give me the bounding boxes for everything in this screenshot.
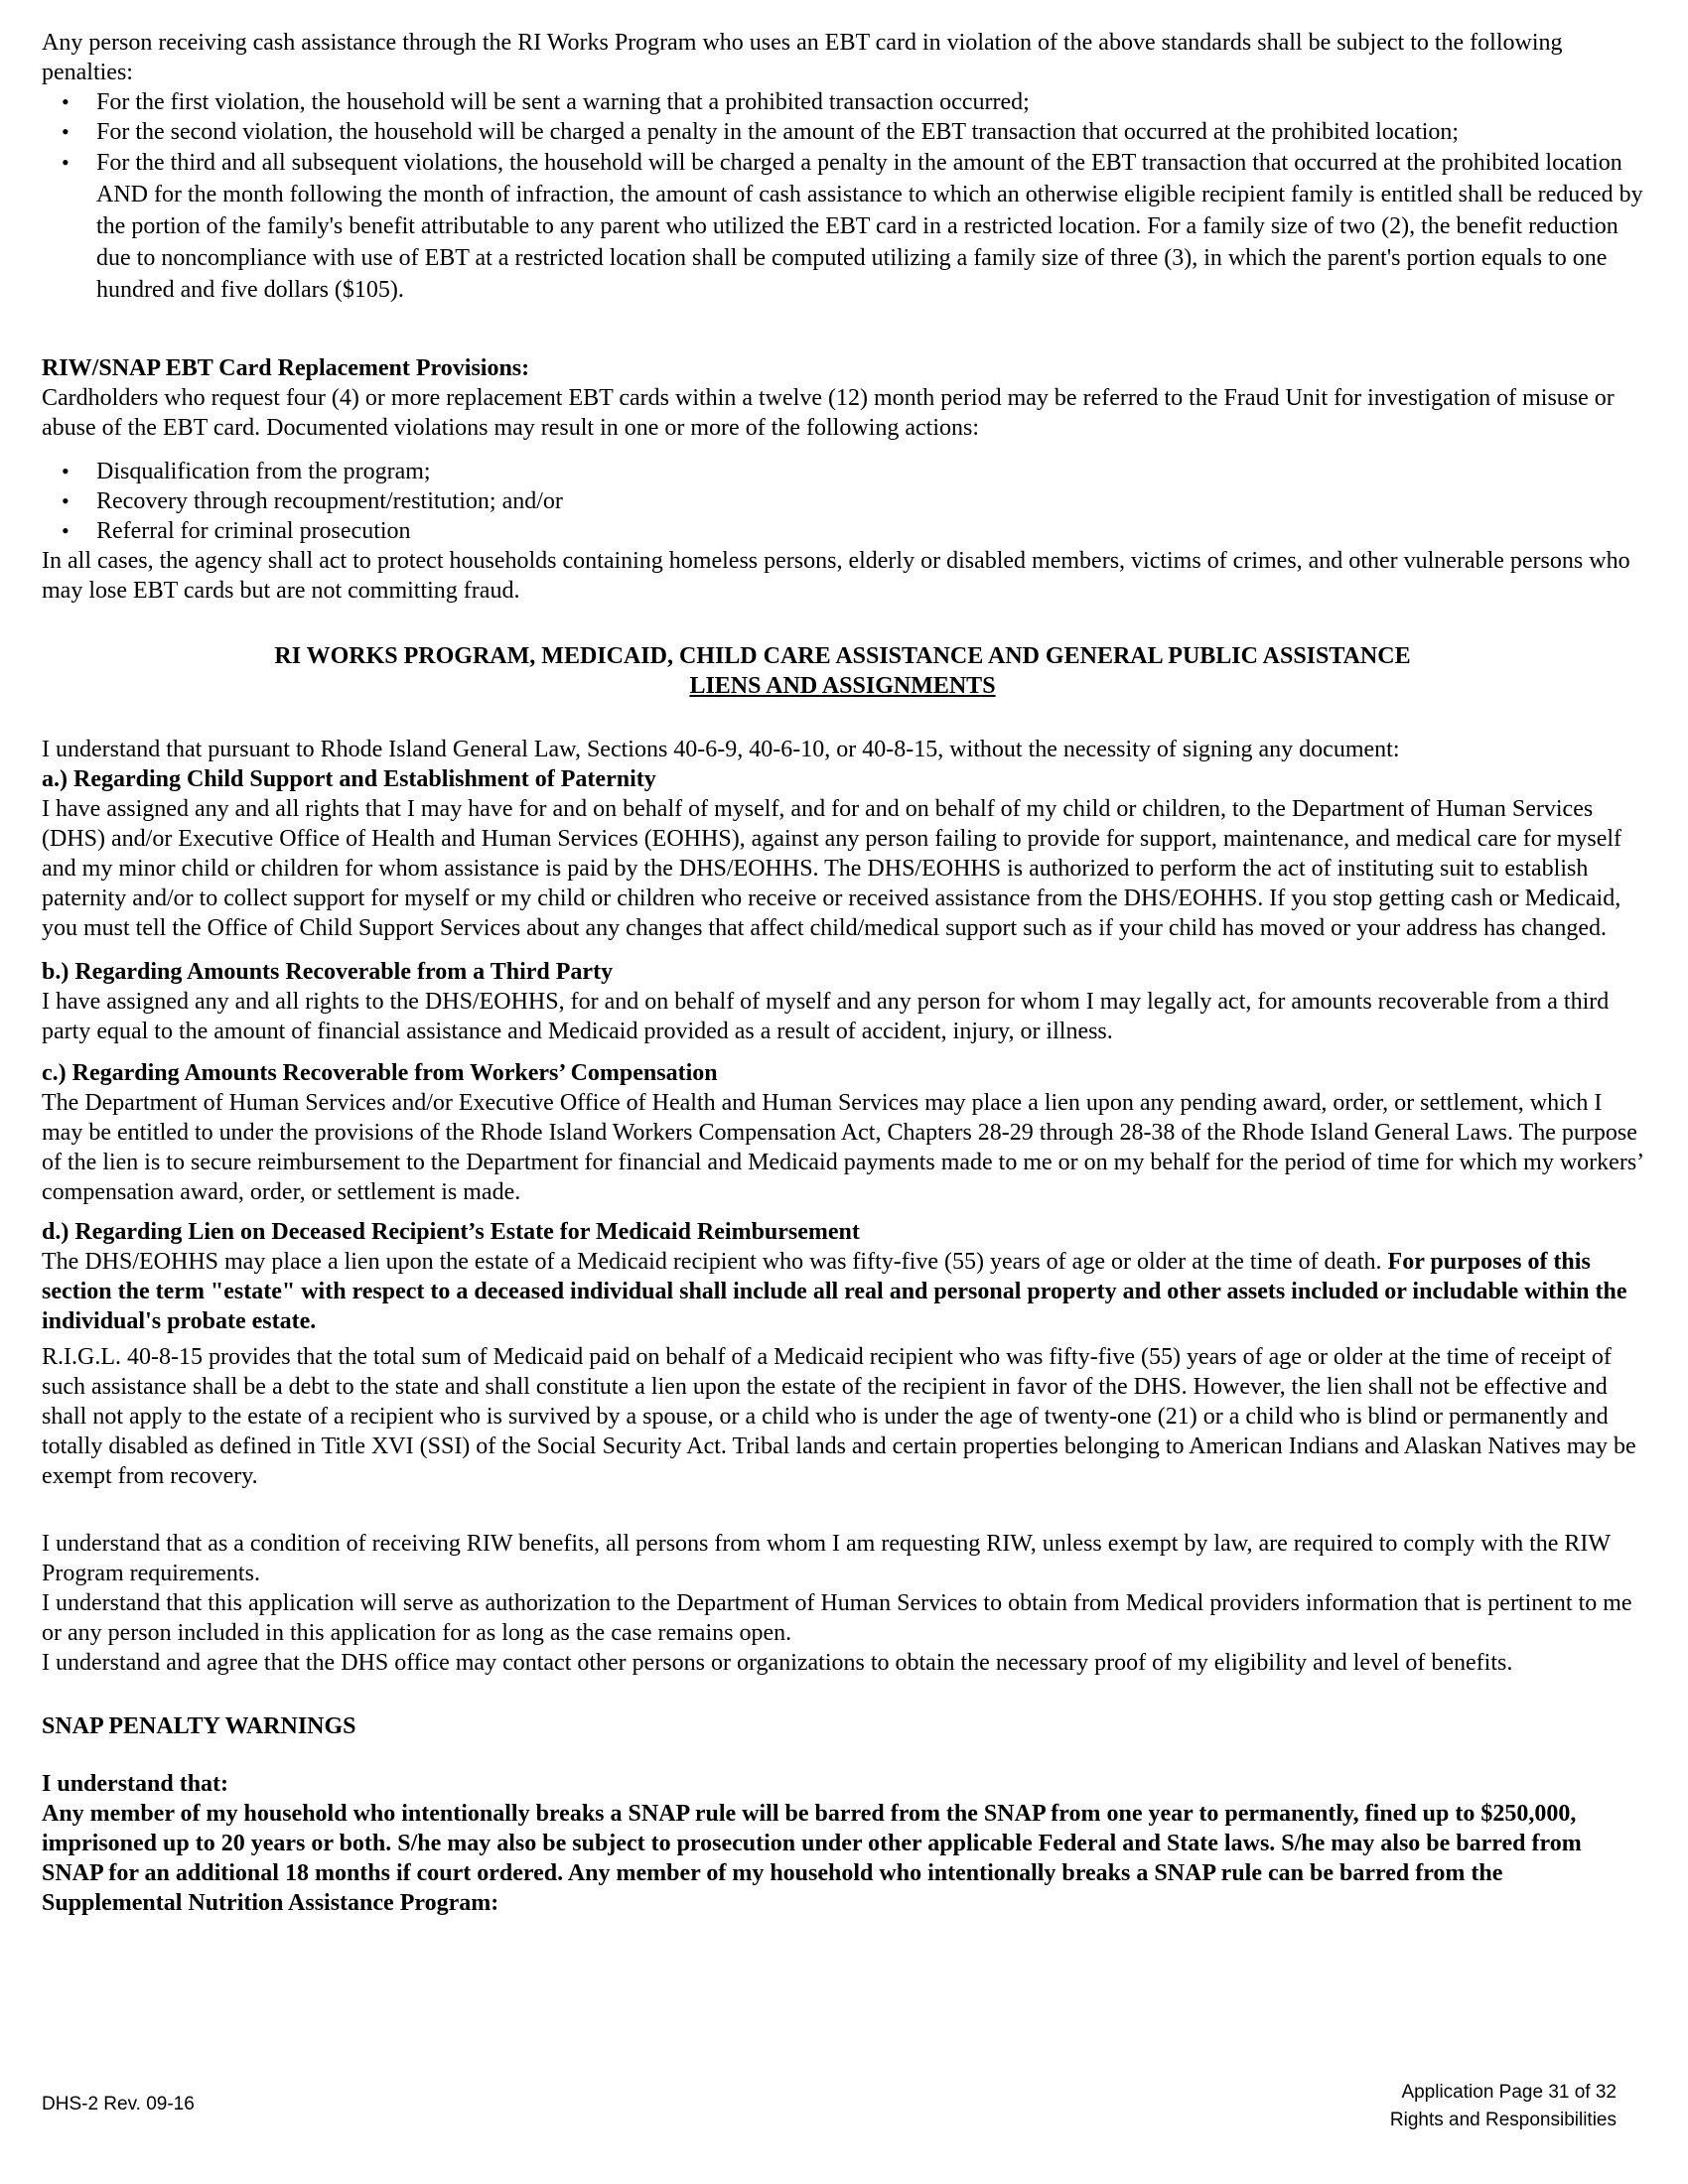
- bullet-icon: •: [62, 488, 70, 513]
- list-item: [42, 87, 1643, 117]
- bullet-icon: •: [62, 459, 70, 483]
- liens-intro-paragraph: I understand that pursuant to Rhode Island General Law, Sections 40-6-9, 40-6-10, or 40-8-15, without the necessity of signing any document:: [42, 737, 1400, 762]
- liens-section-heading: [42, 641, 1643, 701]
- section-c-heading: c.) Regarding Amounts Recoverable from Workers’ Compensation: [42, 1060, 718, 1086]
- replacement-paragraph: Cardholders who request four (4) or more replacement EBT cards within a twelve (12) month period may be referred to the Fraud Unit for investigation of misuse or abuse of the EBT card. Documented violations may result in one or more of the following actions:: [42, 385, 1615, 441]
- page-footer: [1390, 2079, 1617, 2134]
- section-d-body: [42, 1247, 1643, 1336]
- list-item-text: For the second violation, the household will be charged a penalty in the amount of the EBT transaction that occurred at the prohibited location;: [96, 119, 1460, 145]
- estate-definition-bold: For purposes of this section the term "estate" with respect to a deceased individual shall include all real and personal property and other assets included or includable within the individual's probate estate.: [42, 1249, 1627, 1334]
- agency-protection-paragraph: In all cases, the agency shall act to protect households containing homeless persons, elderly or disabled members, victims of crimes, and other vulnerable persons who may lose EBT cards but are not committing fraud.: [42, 548, 1630, 604]
- liens-heading-line1: RI WORKS PROGRAM, MEDICAID, CHILD CARE ASSISTANCE AND GENERAL PUBLIC ASSISTANCE: [274, 643, 1411, 669]
- section-a-heading: a.) Regarding Child Support and Establishment of Paternity: [42, 766, 656, 792]
- section-d-body-normal: The DHS/EOHHS may place a lien upon the estate of a Medicaid recipient who was fifty-five (55) years of age or older at the time of death.: [42, 1249, 1388, 1275]
- rigl-paragraph: R.I.G.L. 40-8-15 provides that the total sum of Medicaid paid on behalf of a Medicaid recipient who was fifty-five (55) years of age or older at the time of receipt of such assistance shall be a debt to the state and shall constitute a lien upon the estate of the recipient in favor of the DHS. However, the lien shall not be effective and shall not apply to the estate of a recipient who is survived by a spouse, or a child who is under the age of twenty-one (21) or a child who is blind or permanently and totally disabled as defined in Title XVI (SSI) of the Social Security Act. Tribal lands and certain properties belonging to American Indians and Alaskan Natives may be exempt from recovery.: [42, 1344, 1636, 1489]
- section-b-body: I have assigned any and all rights to the DHS/EOHHS, for and on behalf of myself and any person for whom I may legally act, for amounts recoverable from a third party equal to the amount of financial assistance and Medicaid provided as a result of accident, injury, or illness.: [42, 989, 1610, 1044]
- list-item-text: Recovery through recoupment/restitution; and/or: [96, 488, 563, 514]
- bullet-icon: •: [62, 150, 70, 175]
- section-c-body: The Department of Human Services and/or Executive Office of Health and Human Services may place a lien upon any pending award, order, or settlement, which I may be entitled to under the provisions of the Rhode Island Workers Compensation Act, Chapters 28-29 through 28-38 of the Rhode Island General Laws. The purpose of the lien is to secure reimbursement to the Department for financial and Medicaid payments made to me or on my behalf for the period of time for which my workers’ compensation award, order, or settlement is made.: [42, 1090, 1643, 1205]
- replacement-provisions-heading: RIW/SNAP EBT Card Replacement Provisions:: [42, 355, 530, 381]
- authorization-paragraph: I understand that this application will serve as authorization to the Department of Human Services to obtain from Medical providers information that is pertinent to me or any person included in this application for as long as the case remains open.: [42, 1590, 1632, 1646]
- section-b-heading: b.) Regarding Amounts Recoverable from a Third Party: [42, 959, 614, 985]
- liens-heading-line2: LIENS AND ASSIGNMENTS: [689, 673, 996, 699]
- section-d-heading: d.) Regarding Lien on Deceased Recipient’s Estate for Medicaid Reimbursement: [42, 1219, 860, 1245]
- snap-intro: I understand that:: [42, 1771, 229, 1797]
- document-content: [42, 28, 1643, 1918]
- list-item-text: Referral for criminal prosecution: [96, 518, 411, 544]
- list-item: [42, 117, 1643, 147]
- list-item: [42, 516, 1643, 546]
- list-item: [42, 486, 1643, 516]
- list-item-text: Disqualification from the program;: [96, 459, 431, 484]
- list-item: [42, 457, 1643, 486]
- bullet-icon: •: [62, 518, 70, 543]
- list-item-text: For the first violation, the household will be sent a warning that a prohibited transaction occurred;: [96, 89, 1030, 115]
- riw-condition-paragraph: I understand that as a condition of receiving RIW benefits, all persons from whom I am requesting RIW, unless exempt by law, are required to comply with the RIW Program requirements.: [42, 1531, 1611, 1586]
- bullet-icon: •: [62, 89, 70, 114]
- footer-document-title: Rights and Responsibilities: [1389, 2110, 1617, 2130]
- list-item: [42, 147, 1643, 306]
- bullet-icon: •: [62, 119, 70, 144]
- snap-penalty-heading: SNAP PENALTY WARNINGS: [42, 1713, 356, 1739]
- page-number: Application Page 31 of 32: [1401, 2082, 1617, 2103]
- list-item-text: For the third and all subsequent violations, the household will be charged a penalty in the amount of the EBT transaction that occurred at the prohibited location AND for the month following the month of infraction, the amount of cash assistance to which an otherwise eligible recipient family is entitled shall be reduced by the portion of the family's benefit attributable to any parent who utilized the EBT card in a restricted location. For a family size of two (2), the benefit reduction due to noncompliance with use of EBT at a restricted location shall be computed utilizing a family size of three (3), in which the parent's portion equals to one hundred and five dollars ($105).: [96, 150, 1643, 303]
- actions-bullet-list: [42, 457, 1643, 546]
- intro-paragraph: Any person receiving cash assistance through the RI Works Program who uses an EBT card in violation of the above standards shall be subject to the following penalties:: [42, 30, 1563, 85]
- snap-warning-paragraph: Any member of my household who intentionally breaks a SNAP rule will be barred from the SNAP from one year to permanently, fined up to $250,000, imprisoned up to 20 years or both. S/he may also be subject to prosecution under other applicable Federal and State laws. S/he may also be barred from SNAP for an additional 18 months if court ordered. Any member of my household who intentionally breaks a SNAP rule can be barred from the Supplemental Nutrition Assistance Program:: [42, 1801, 1582, 1916]
- form-number: DHS-2 Rev. 09-16: [42, 2094, 195, 2115]
- section-a-body: I have assigned any and all rights that I may have for and on behalf of myself, and for and on behalf of my child or children, to the Department of Human Services (DHS) and/or Executive Office of Health and Human Services (EOHHS), against any person failing to provide for support, maintenance, and medical care for myself and my minor child or children for whom assistance is paid by the DHS/EOHHS. The DHS/EOHHS is authorized to perform the act of instituting suit to establish paternity and/or to collect support for myself or my child or children who receive or received assistance from the DHS/EOHHS. If you stop getting cash or Medicaid, you must tell the Office of Child Support Services about any changes that affect child/medical support such as if your child has moved or your address has changed.: [42, 796, 1622, 941]
- contact-proof-paragraph: I understand and agree that the DHS office may contact other persons or organizations to obtain the necessary proof of my eligibility and level of benefits.: [42, 1650, 1513, 1676]
- penalty-bullet-list: [42, 87, 1643, 306]
